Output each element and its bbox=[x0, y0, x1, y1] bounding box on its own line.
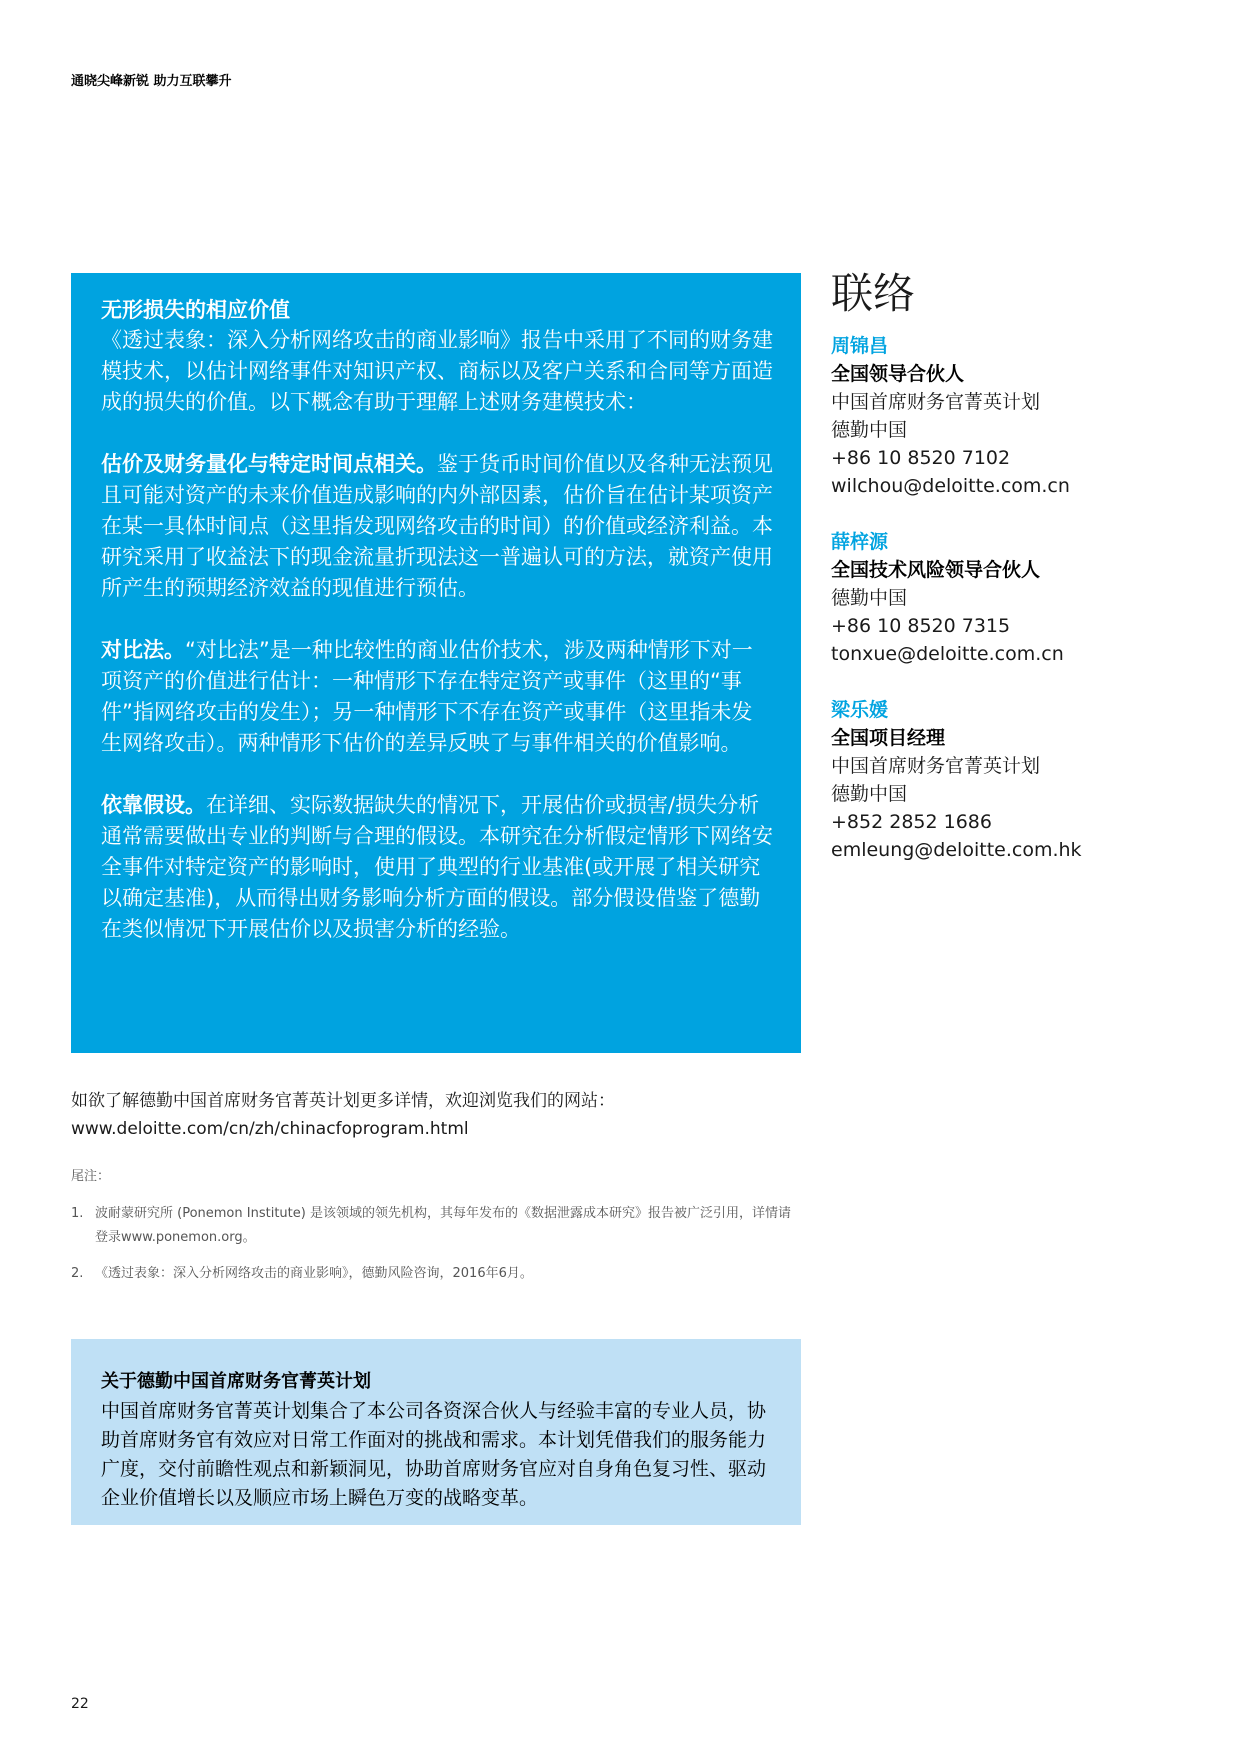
paragraph-lead: 依靠假设。 bbox=[101, 793, 206, 817]
contact-role: 全国领导合伙人 bbox=[831, 363, 965, 385]
contact-phone: +852 2852 1686 bbox=[831, 811, 992, 833]
endnote-item bbox=[71, 1202, 801, 1250]
about-body: 中国首席财务官菁英计划集合了本公司各资深合伙人与经验丰富的专业人员，协助首席财务官有效应对日常工作面对的挑战和需求。本计划凭借我们的服务能力广度，交付前瞻性观点和新颖洞见，协助首席财务官应对自身角色复习性、驱动企业价值增长以及顺应市场上瞬色万变的战略变革。 bbox=[101, 1400, 767, 1509]
contact-firm: 德勤中国 bbox=[831, 783, 908, 805]
page-number: 22 bbox=[71, 1696, 89, 1712]
endnotes-title: 尾注： bbox=[71, 1169, 111, 1184]
endnote-number: 1. bbox=[71, 1206, 84, 1221]
paragraph-body: 在详细、实际数据缺失的情况下，开展估价或损害/损失分析通常需要做出专业的判断与合理的假设。本研究在分析假定情形下网络安全事件对特定资产的影响时，使用了典型的行业基准(或开展了相关研究以确定基准)，从而得出财务影响分析方面的假设。部分假设借鉴了德勤在类似情况下开展估价以及损害分析的经验。 bbox=[101, 793, 773, 941]
contact-email[interactable]: wilchou@deloitte.com.cn bbox=[831, 475, 1070, 497]
contacts-section bbox=[831, 264, 1211, 892]
paragraph-lead: 对比法。 bbox=[101, 638, 185, 662]
contact-role: 全国技术风险领导合伙人 bbox=[831, 559, 1041, 581]
paragraph-body: 鉴于货币时间价值以及各种无法预见且可能对资产的未来价值造成影响的内外部因素，估价旨在估计某项资产在某一具体时间点（这里指发现网络攻击的时间）的价值或经济利益。本研究采用了收益法下的现金流量折现法这一普遍认可的方法，就资产使用所产生的预期经济效益的现值进行预估。 bbox=[101, 452, 773, 600]
contact-firm: 德勤中国 bbox=[831, 419, 908, 441]
contact-name: 梁乐媛 bbox=[831, 699, 889, 721]
contact-name: 薛梓源 bbox=[831, 531, 889, 553]
intangible-loss-info-box bbox=[71, 273, 801, 1053]
info-paragraph-comparison bbox=[101, 635, 773, 759]
contacts-heading: 联络 bbox=[831, 269, 916, 318]
contact-card bbox=[831, 332, 1211, 500]
endnote-item bbox=[71, 1262, 801, 1286]
contact-program: 中国首席财务官菁英计划 bbox=[831, 391, 1041, 413]
endnotes bbox=[71, 1165, 801, 1298]
endnote-number: 2. bbox=[71, 1266, 84, 1281]
contact-phone: +86 10 8520 7315 bbox=[831, 615, 1011, 637]
contact-name: 周锦昌 bbox=[831, 335, 889, 357]
paragraph-lead: 估价及财务量化与特定时间点相关。 bbox=[101, 452, 437, 476]
endnote-text: 波耐蒙研究所 (Ponemon Institute) 是该领域的领先机构，其每年发布的《数据泄露成本研究》报告被广泛引用，详情请登录www.ponemon.org。 bbox=[95, 1206, 791, 1245]
contact-email[interactable]: emleung@deloitte.com.hk bbox=[831, 839, 1082, 861]
about-title: 关于德勤中国首席财务官菁英计划 bbox=[101, 1371, 371, 1392]
endnote-text: 《透过表象：深入分析网络攻击的商业影响》，德勤风险咨询，2016年6月。 bbox=[95, 1266, 533, 1281]
paragraph-body: “对比法”是一种比较性的商业估价技术，涉及两种情形下对一项资产的价值进行估计：一种情形下存在特定资产或事件（这里的“事件”指网络攻击的发生）；另一种情形下不存在资产或事件（这里指未发生网络攻击）。两种情形下估价的差异反映了与事件相关的价值影响。 bbox=[101, 638, 753, 755]
about-program-box bbox=[71, 1339, 801, 1525]
running-title: 通晓尖峰新锐 助力互联攀升 bbox=[71, 74, 232, 89]
contact-program: 中国首席财务官菁英计划 bbox=[831, 755, 1041, 777]
contact-card bbox=[831, 696, 1211, 864]
info-box-title: 无形损失的相应价值 bbox=[101, 298, 290, 322]
contact-card bbox=[831, 528, 1211, 668]
more-info-block bbox=[71, 1087, 615, 1143]
contact-firm: 德勤中国 bbox=[831, 587, 908, 609]
info-paragraph-assumptions bbox=[101, 790, 773, 945]
contact-email[interactable]: tonxue@deloitte.com.cn bbox=[831, 643, 1064, 665]
more-info-text: 如欲了解德勤中国首席财务官菁英计划更多详情，欢迎浏览我们的网站： bbox=[71, 1091, 615, 1111]
program-website-link[interactable]: www.deloitte.com/cn/zh/chinacfoprogram.html bbox=[71, 1119, 469, 1139]
contact-role: 全国项目经理 bbox=[831, 727, 946, 749]
contact-phone: +86 10 8520 7102 bbox=[831, 447, 1011, 469]
info-box-intro: 《透过表象：深入分析网络攻击的商业影响》报告中采用了不同的财务建模技术，以估计网络事件对知识产权、商标以及客户关系和合同等方面造成的损失的价值。以下概念有助于理解上述财务建模技术： bbox=[101, 328, 773, 414]
info-paragraph-valuation bbox=[101, 449, 773, 604]
